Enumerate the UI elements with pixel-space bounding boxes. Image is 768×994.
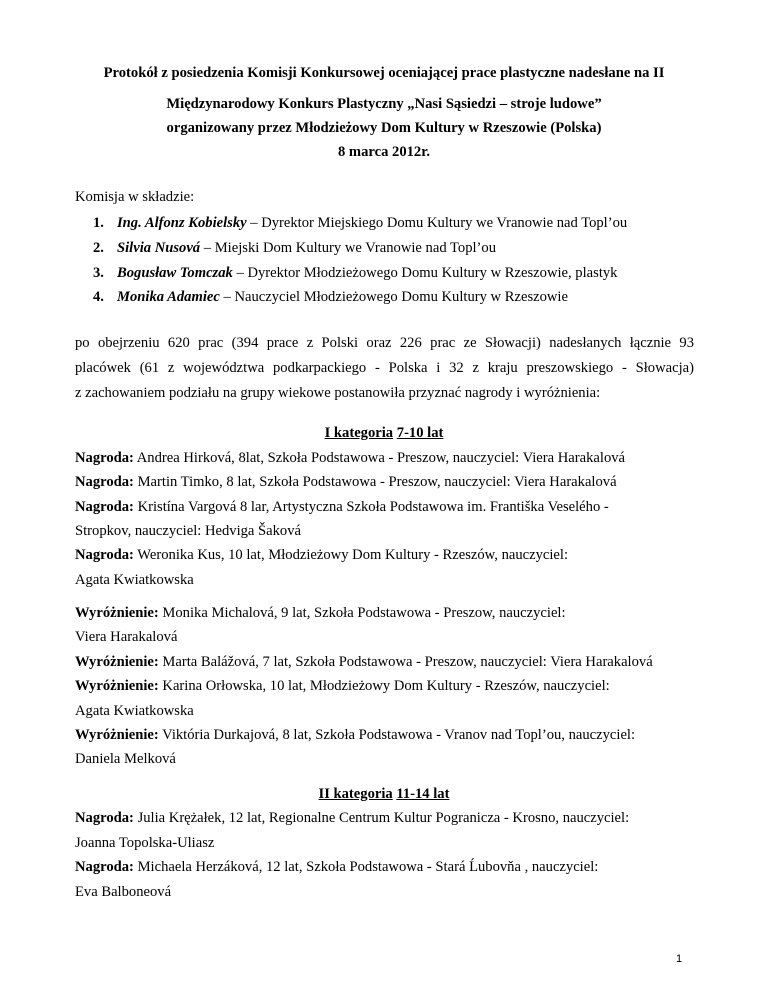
- category-2-heading: [0, 787, 768, 802]
- category-label: II kategoria: [318, 786, 393, 802]
- member-name: Ing. Alfonz Kobielsky: [117, 215, 247, 231]
- member-number: 3.: [93, 265, 104, 281]
- award-text: Julia Krężałek, 12 lat, Regionalne Centrum Kultur Pogranicza - Krosno, nauczyciel:: [133, 810, 630, 826]
- distinction-entry: [75, 679, 610, 694]
- award-type: Nagroda:: [75, 859, 134, 875]
- commission-member: [93, 290, 568, 305]
- member-role: – Miejski Dom Kultury we Vranowie nad Topl’ou: [200, 240, 496, 256]
- award-entry: [75, 451, 625, 466]
- distinction-entry: [75, 606, 566, 621]
- award-text: Andrea Hirková, 8lat, Szkoła Podstawowa - Preszow, nauczyciel: Viera Harakalová: [133, 450, 626, 466]
- award-entry: [75, 811, 629, 826]
- commission-member: [93, 241, 496, 256]
- category-label: I kategoria: [324, 425, 394, 441]
- commission-intro: Komisja w składzie:: [75, 189, 195, 205]
- title-line-1: Protokół z posiedzenia Komisji Konkursowej oceniającej prace plastyczne nadesłane na II: [103, 65, 665, 81]
- distinction-text: Monika Michalová, 9 lat, Szkoła Podstawowa - Preszow, nauczyciel:: [158, 605, 566, 621]
- member-number: 1.: [93, 215, 104, 231]
- category-ages: 7-10 lat: [396, 425, 444, 441]
- summary-line-2: placówek (61 z województwa podkarpackiego - Polska i 32 z kraju preszowskiego - Słowacja): [75, 360, 694, 376]
- distinction-type: Wyróżnienie:: [75, 605, 159, 621]
- award-entry: [75, 475, 617, 490]
- category-ages: 11-14 lat: [396, 786, 450, 802]
- distinction-continuation: Viera Harakalová: [75, 629, 178, 645]
- award-entry: [75, 500, 609, 515]
- award-type: Nagroda:: [75, 547, 134, 563]
- commission-member: [93, 266, 617, 281]
- title-line-3: organizowany przez Młodzieżowy Dom Kultury w Rzeszowie (Polska): [166, 120, 602, 136]
- commission-member: [93, 216, 627, 231]
- award-type: Nagroda:: [75, 810, 134, 826]
- member-name: Monika Adamiec: [117, 289, 220, 305]
- award-type: Nagroda:: [75, 450, 134, 466]
- summary-line-3: z zachowaniem podziału na grupy wiekowe postanowiła przyznać nagrody i wyróżnienia:: [75, 385, 601, 401]
- award-continuation: Agata Kwiatkowska: [75, 572, 194, 588]
- distinction-text: Karina Orłowska, 10 lat, Młodzieżowy Dom Kultury - Rzeszów, nauczyciel:: [158, 678, 610, 694]
- distinction-type: Wyróżnienie:: [75, 678, 159, 694]
- document-date: 8 marca 2012r.: [337, 144, 430, 160]
- member-role: – Nauczyciel Młodzieżowego Domu Kultury w Rzeszowie: [219, 289, 568, 305]
- award-continuation: Eva Balboneová: [75, 884, 172, 900]
- page-number: 1: [676, 953, 683, 965]
- award-text: Martin Timko, 8 lat, Szkoła Podstawowa - Preszow, nauczyciel: Viera Harakalová: [133, 474, 617, 490]
- distinction-continuation: Daniela Melková: [75, 751, 176, 767]
- award-entry: [75, 860, 598, 875]
- distinction-entry: [75, 655, 653, 670]
- member-number: 2.: [93, 240, 104, 256]
- award-text: Kristína Vargová 8 lar, Artystyczna Szkoła Podstawowa im. Františka Veselého -: [133, 499, 609, 515]
- member-role: – Dyrektor Młodzieżowego Domu Kultury w Rzeszowie, plastyk: [232, 265, 618, 281]
- distinction-text: Marta Balážová, 7 lat, Szkoła Podstawowa - Preszow, nauczyciel: Viera Harakalová: [158, 654, 653, 670]
- distinction-text: Viktória Durkajová, 8 lat, Szkoła Podstawowa - Vranov nad Topl’ou, nauczyciel:: [158, 727, 636, 743]
- distinction-type: Wyróżnienie:: [75, 654, 159, 670]
- award-type: Nagroda:: [75, 499, 134, 515]
- award-continuation: Joanna Topolska-Uliasz: [75, 835, 215, 851]
- title-line-2: Międzynarodowy Konkurs Plastyczny „Nasi Sąsiedzi – stroje ludowe”: [166, 96, 602, 112]
- distinction-entry: [75, 728, 635, 743]
- summary-line-1: po obejrzeniu 620 prac (394 prace z Polski oraz 226 prac ze Słowacji) nadesłanych łącznie 93: [75, 335, 694, 351]
- member-name: Bogusław Tomczak: [117, 265, 233, 281]
- distinction-type: Wyróżnienie:: [75, 727, 159, 743]
- category-1-heading: [0, 426, 768, 441]
- award-continuation: Stropkov, nauczyciel: Hedviga Šaková: [75, 523, 302, 539]
- award-entry: [75, 548, 568, 563]
- award-text: Weronika Kus, 10 lat, Młodzieżowy Dom Kultury - Rzeszów, nauczyciel:: [133, 547, 569, 563]
- award-type: Nagroda:: [75, 474, 134, 490]
- award-text: Michaela Herzáková, 12 lat, Szkoła Podstawowa - Stará Ĺubovňa , nauczyciel:: [133, 859, 599, 875]
- member-number: 4.: [93, 289, 104, 305]
- distinction-continuation: Agata Kwiatkowska: [75, 703, 194, 719]
- member-role: – Dyrektor Miejskiego Domu Kultury we Vranowie nad Topl’ou: [246, 215, 628, 231]
- member-name: Silvia Nusová: [117, 240, 201, 256]
